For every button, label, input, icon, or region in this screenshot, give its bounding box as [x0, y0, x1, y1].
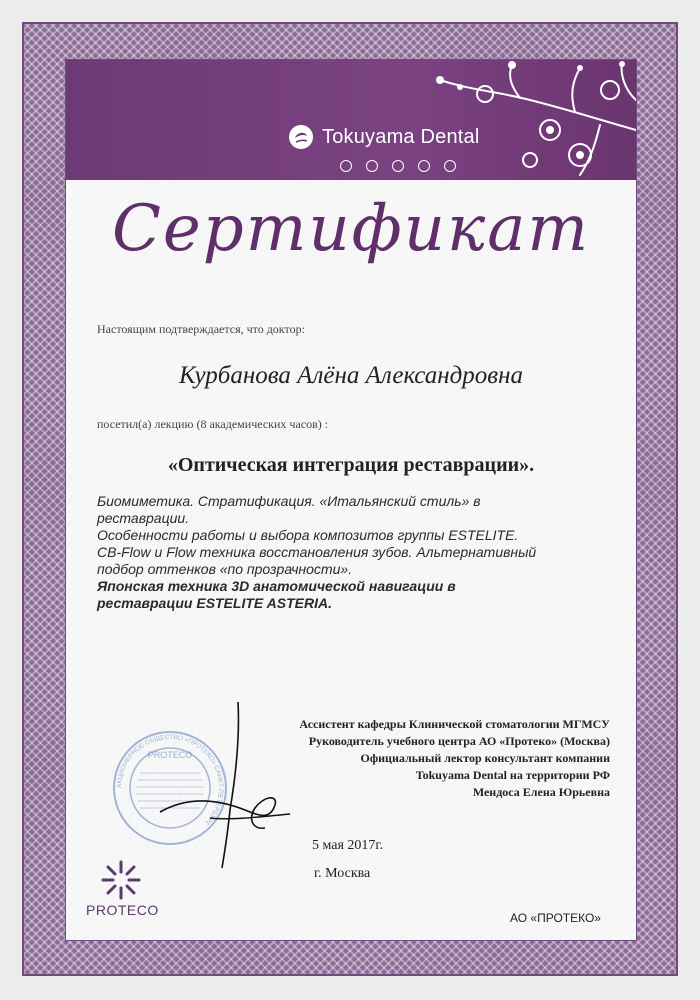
confirm-text: Настоящим подтверждается, что доктор:	[97, 322, 305, 336]
company-label: АО «ПРОТЕКО»	[510, 911, 601, 925]
signatory-line: Ассистент кафедры Клинической стоматологии МГМСУ	[299, 717, 610, 731]
issue-date: 5 мая 2017г.	[312, 838, 384, 853]
signatory-line: Tokuyama Dental на территории РФ	[415, 768, 610, 782]
tokuyama-mark-icon	[288, 124, 314, 150]
dot-icon	[340, 160, 352, 172]
description-line: Особенности работы и выбора композитов группы ESTELITE.	[97, 527, 519, 543]
description-line: Биомиметика. Стратификация. «Итальянский стиль» в	[97, 493, 481, 509]
signatory-line: Официальный лектор консультант компании	[360, 751, 610, 765]
tokuyama-logo-text: Tokuyama Dental	[322, 125, 480, 148]
signatory-line: Мендоса Елена Юрьевна	[472, 785, 610, 799]
description-line: реставрации ESTELITE ASTERIA.	[97, 595, 332, 611]
description-line: подбор оттенков «по прозрачности».	[97, 561, 353, 577]
issue-city: г. Москва	[314, 866, 371, 881]
description-line: Японская техника 3D анатомической навигации в	[97, 578, 456, 594]
signatory-block	[220, 716, 610, 801]
proteco-text: PROTECO	[86, 902, 159, 918]
recipient-name: Курбанова Алёна Александровна	[178, 362, 523, 389]
stamp-ring-text: АКЦИОНЕРНОЕ ОБЩЕСТВО «ПРОТЕКО» САНКТ-ПЕТЕРБУРГ	[115, 733, 225, 827]
description-line: CB-Flow и Flow техника восстановления зубов. Альтернативный	[97, 544, 537, 560]
dot-icon	[392, 160, 404, 172]
certificate-title: Сертификат	[111, 192, 591, 266]
signatory-line: Руководитель учебного центра АО «Протеко» (Москва)	[308, 734, 610, 748]
description-line: реставрации.	[97, 510, 190, 526]
lecture-description	[97, 493, 597, 612]
proteco-logo	[86, 858, 159, 918]
dot-icon	[366, 160, 378, 172]
decorative-dots	[340, 160, 456, 172]
attended-text: посетил(а) лекцию (8 академических часов) :	[97, 417, 329, 431]
dot-icon	[444, 160, 456, 172]
dot-icon	[418, 160, 430, 172]
proteco-burst-icon	[97, 858, 145, 902]
tokuyama-logo	[288, 120, 480, 154]
stamp-center-text: PROTECO	[147, 750, 193, 760]
lecture-title: «Оптическая интеграция реставрации».	[167, 454, 535, 476]
